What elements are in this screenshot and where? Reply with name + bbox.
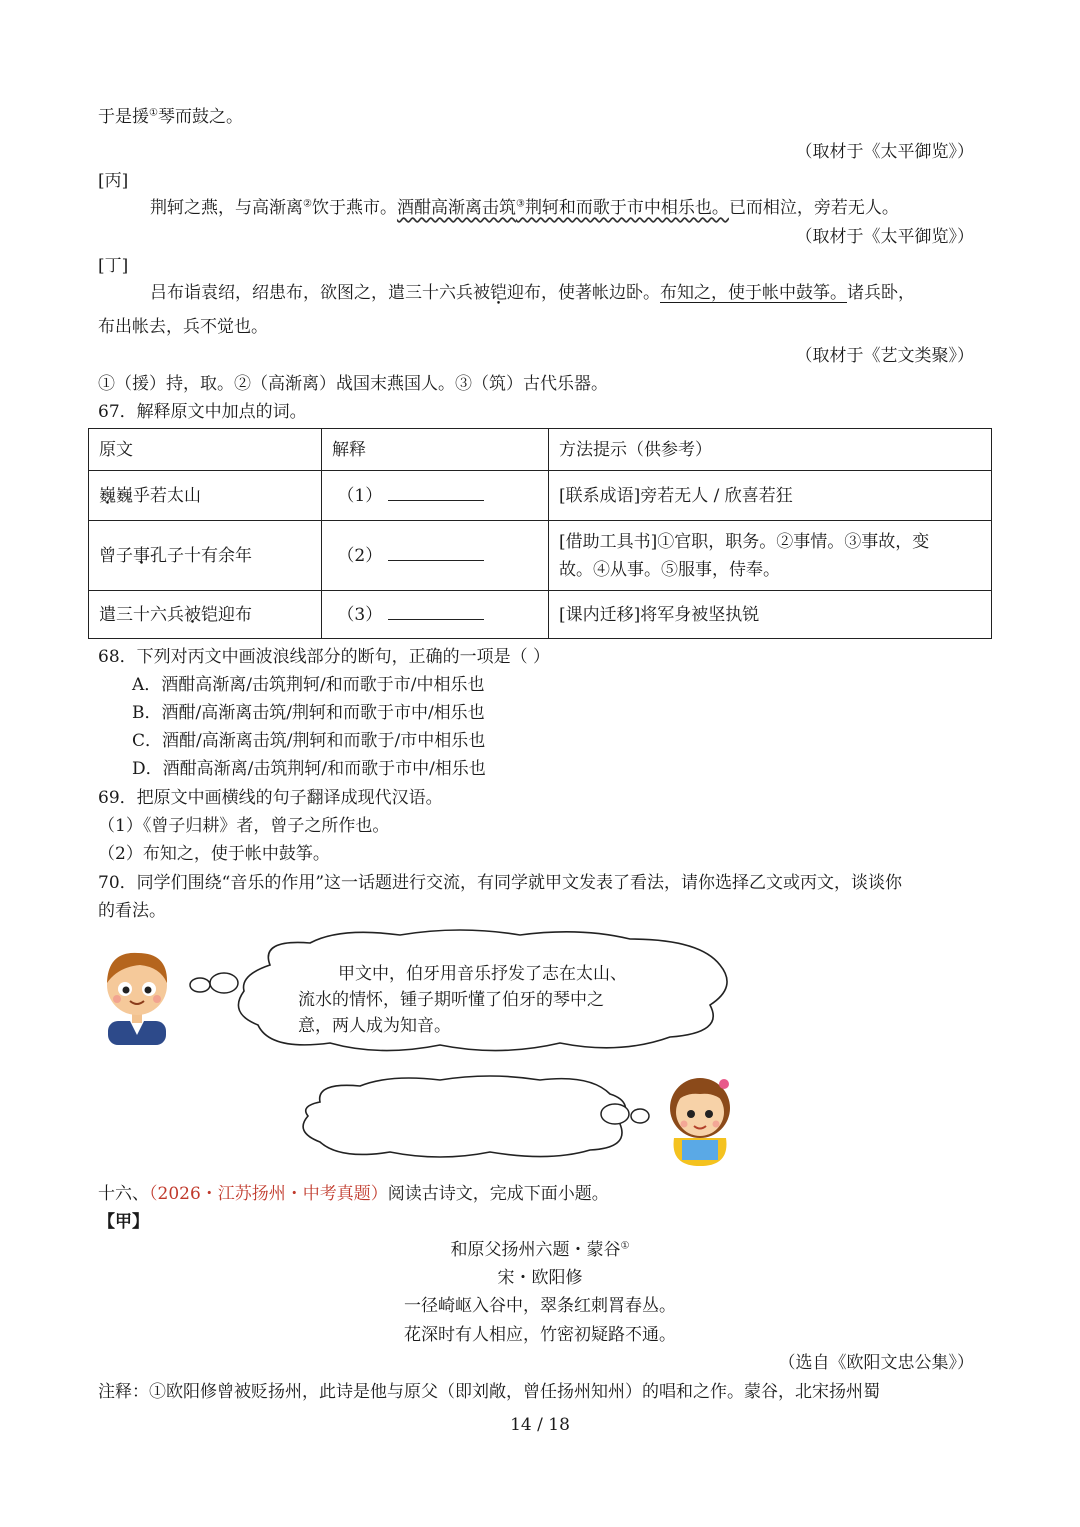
passage-ding: 吕布诣袁绍，绍患布，欲图之，遣三十六兵被铠迎布，使著帐边卧。布知之，使于帐中鼓筝。诸兵卧， bbox=[150, 283, 915, 303]
poem-author: 宋・欧阳修 bbox=[497, 1268, 583, 1288]
question-67: 67．解释原文中加点的词。 bbox=[98, 402, 307, 422]
poem-line: 一径崎岖入谷中，翠条红刺罥春丛。 bbox=[404, 1296, 676, 1316]
bubble-text: 甲文中，伯牙用音乐抒发了志在太山、 bbox=[338, 964, 627, 984]
section-label-bing: [丙] bbox=[98, 171, 129, 191]
table-header: 解释 bbox=[322, 429, 549, 471]
table-cell: [课内迁移]将军身被坚执锐 bbox=[549, 591, 992, 639]
question-70: 70．同学们围绕“音乐的作用”这一话题进行交流，有同学就甲文发表了看法，请你选择乙文或丙文，谈谈你 bbox=[98, 873, 903, 893]
girl-avatar-icon bbox=[660, 1068, 740, 1168]
table-cell: （1） bbox=[322, 471, 549, 521]
vocab-table bbox=[88, 428, 992, 639]
table-cell: （3） bbox=[322, 591, 549, 639]
table-header: 原文 bbox=[89, 429, 322, 471]
passage-bing: 荆轲之燕，与高渐离②饮于燕市。酒酣高渐离击筑③荆轲和而歌于市中相乐也。已而相泣，旁若无人。 bbox=[150, 198, 899, 218]
question-68: 68．下列对丙文中画波浪线部分的断句，正确的一项是（ ） bbox=[98, 647, 551, 667]
thought-bubble-2 bbox=[290, 1072, 660, 1162]
option-b[interactable]: B．酒酣/高渐离击筑/荆轲和而歌于市中/相乐也 bbox=[132, 703, 485, 723]
poem-line: 花深时有人相应，竹密初疑路不通。 bbox=[404, 1325, 676, 1345]
passage-line: 于是援①琴而鼓之。 bbox=[98, 107, 243, 127]
table-row bbox=[89, 521, 992, 591]
answer-blank[interactable] bbox=[388, 603, 484, 620]
table-header-row bbox=[89, 429, 992, 471]
source-citation: （取材于《太平御览》） bbox=[795, 142, 974, 162]
table-cell: [联系成语]旁若无人 / 欣喜若狂 bbox=[549, 471, 992, 521]
source-citation: （取材于《艺文类聚》） bbox=[795, 346, 974, 366]
poem-title: 和原父扬州六题・蒙谷① bbox=[450, 1240, 630, 1260]
table-row bbox=[89, 471, 992, 521]
table-cell: （2） bbox=[322, 521, 549, 591]
table-header: 方法提示（供参考） bbox=[549, 429, 992, 471]
boy-avatar-icon bbox=[100, 945, 180, 1045]
bubble-text: 意，两人成为知音。 bbox=[298, 1016, 451, 1036]
option-a[interactable]: A．酒酣高渐离/击筑荆轲/和而歌于市/中相乐也 bbox=[132, 675, 485, 695]
table-cell: 曾子事孔子十有余年 bbox=[89, 521, 322, 591]
question-69-2: （2）布知之，使于帐中鼓筝。 bbox=[98, 844, 330, 864]
table-row bbox=[89, 591, 992, 639]
source-citation: （取材于《太平御览》） bbox=[795, 227, 974, 247]
section-label-ding: [丁] bbox=[98, 256, 129, 276]
page-number: 14 / 18 bbox=[510, 1415, 570, 1435]
question-70-cont: 的看法。 bbox=[98, 901, 166, 921]
section-label-jia: 【甲】 bbox=[98, 1212, 149, 1232]
passage-ding-2: 布出帐去，兵不觉也。 bbox=[98, 317, 268, 337]
table-cell: 巍巍乎若太山 bbox=[89, 471, 322, 521]
poem-note: 注释：①欧阳修曾被贬扬州，此诗是他与原父（即刘敞，曾任扬州知州）的唱和之作。蒙谷，北宋扬州蜀 bbox=[98, 1382, 880, 1402]
source-citation: （选自《欧阳文忠公集》） bbox=[778, 1353, 974, 1373]
question-69: 69．把原文中画横线的句子翻译成现代汉语。 bbox=[98, 788, 443, 808]
table-cell: 遣三十六兵被铠迎布 bbox=[89, 591, 322, 639]
table-cell: [借助工具书]①官职，职务。②事情。③事故，变 故。④从事。⑤服事，侍奉。 bbox=[549, 521, 992, 591]
answer-blank[interactable] bbox=[388, 544, 484, 561]
bubble-text: 流水的情怀，锺子期听懂了伯牙的琴中之 bbox=[298, 990, 604, 1010]
answer-blank[interactable] bbox=[388, 484, 484, 501]
option-d[interactable]: D．酒酣高渐离/击筑荆轲/和而歌于市中/相乐也 bbox=[132, 759, 486, 779]
annotations: ①（援）持，取。②（高渐离）战国末燕国人。③（筑）古代乐器。 bbox=[98, 374, 608, 394]
section-16-heading: 十六、（2026・江苏扬州・中考真题）阅读古诗文，完成下面小题。 bbox=[98, 1184, 609, 1204]
option-c[interactable]: C．酒酣/高渐离击筑/荆轲和而歌于/市中相乐也 bbox=[132, 731, 486, 751]
question-69-1: （1）《曾子归耕》者，曾子之所作也。 bbox=[98, 816, 390, 836]
